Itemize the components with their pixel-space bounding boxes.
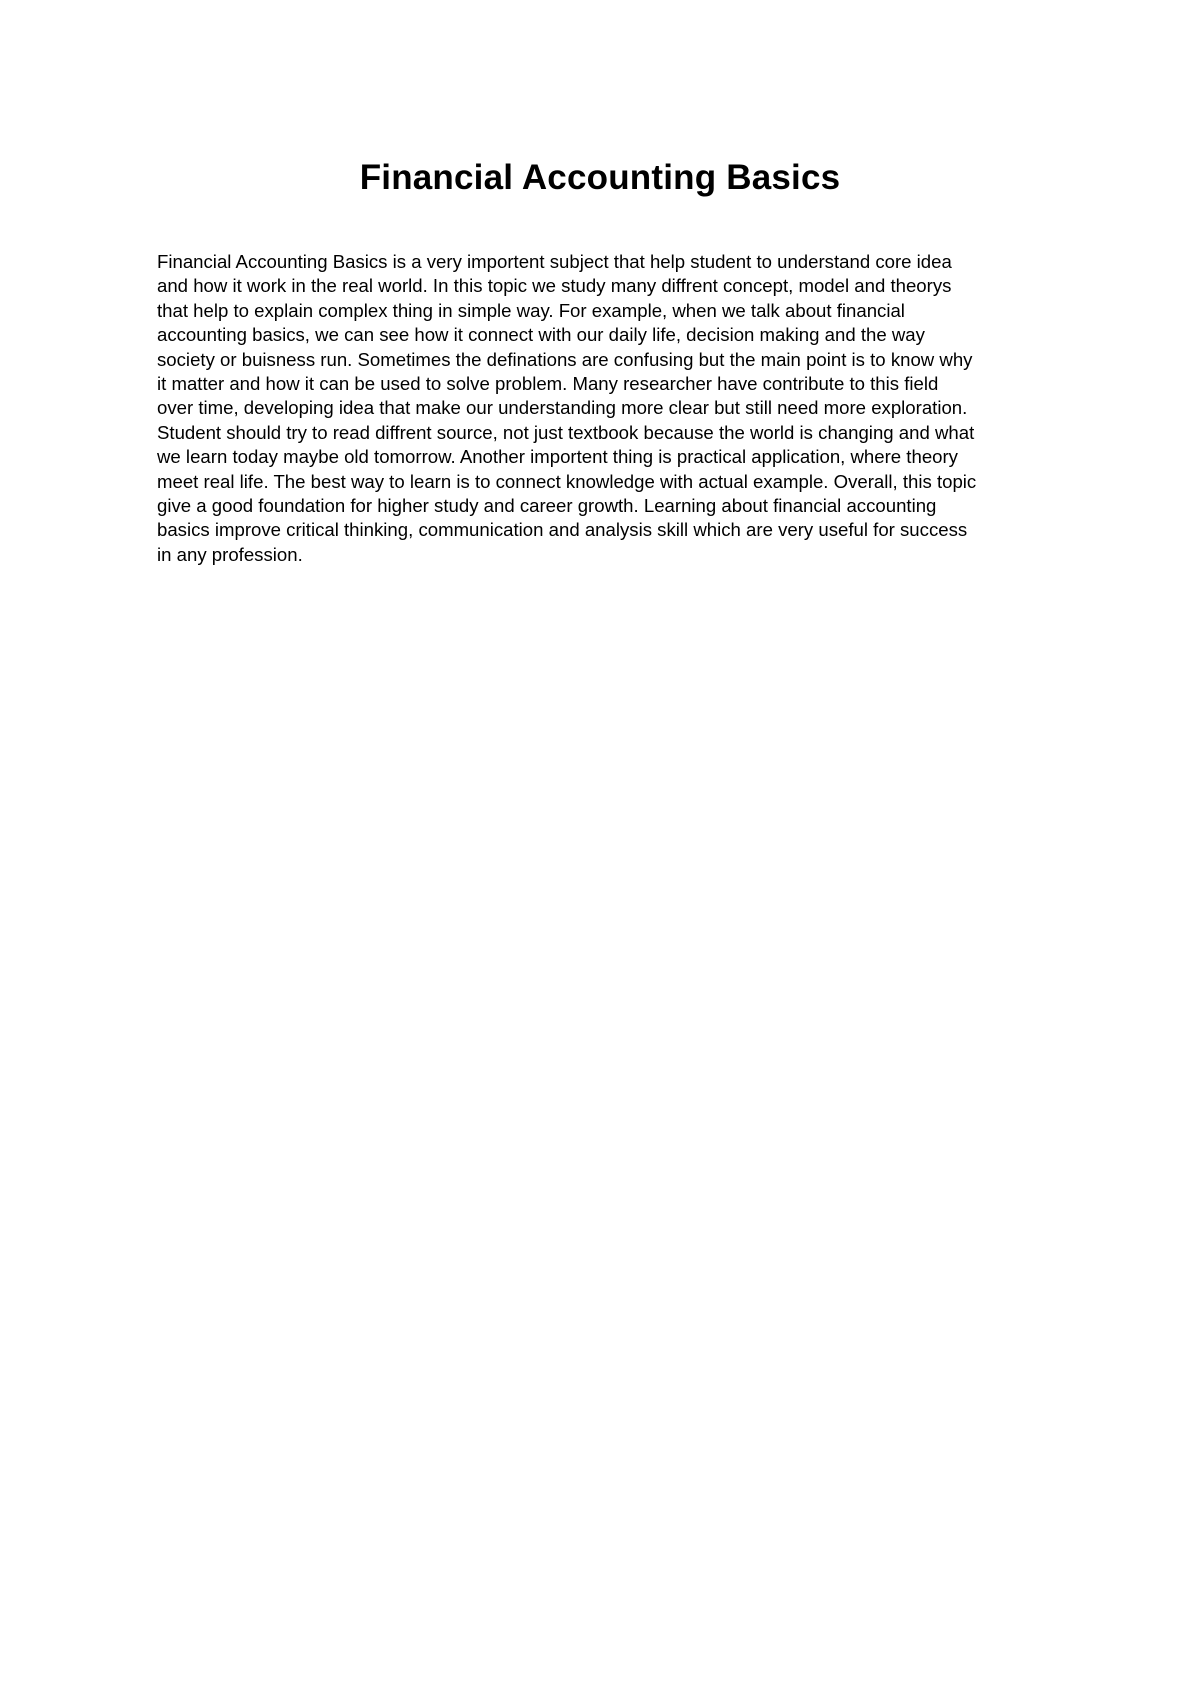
- document-body: [157, 250, 1057, 567]
- body-line: give a good foundation for higher study and career growth. Learning about financial accounting: [157, 495, 937, 517]
- body-line: accounting basics, we can see how it connect with our daily life, decision making and the way: [157, 324, 925, 346]
- body-line: basics improve critical thinking, communication and analysis skill which are very useful for success: [157, 519, 968, 541]
- body-line: Student should try to read diffrent source, not just textbook because the world is changing and what: [157, 421, 975, 443]
- body-line: we learn today maybe old tomorrow. Another importent thing is practical application, where theory: [157, 446, 958, 468]
- body-line: that help to explain complex thing in simple way. For example, when we talk about financial: [157, 299, 905, 321]
- document-title: Financial Accounting Basics: [359, 158, 841, 197]
- body-line: society or buisness run. Sometimes the definations are confusing but the main point is to know why: [157, 348, 973, 370]
- body-line: over time, developing idea that make our understanding more clear but still need more exploration.: [157, 397, 968, 419]
- body-line: and how it work in the real world. In this topic we study many diffrent concept, model and theorys: [157, 275, 952, 297]
- body-line: it matter and how it can be used to solve problem. Many researcher have contribute to this field: [157, 373, 939, 395]
- body-line: Financial Accounting Basics is a very importent subject that help student to understand core idea: [157, 251, 952, 272]
- body-line: in any profession.: [157, 543, 303, 565]
- body-line: meet real life. The best way to learn is to connect knowledge with actual example. Overall, this topic: [157, 470, 977, 492]
